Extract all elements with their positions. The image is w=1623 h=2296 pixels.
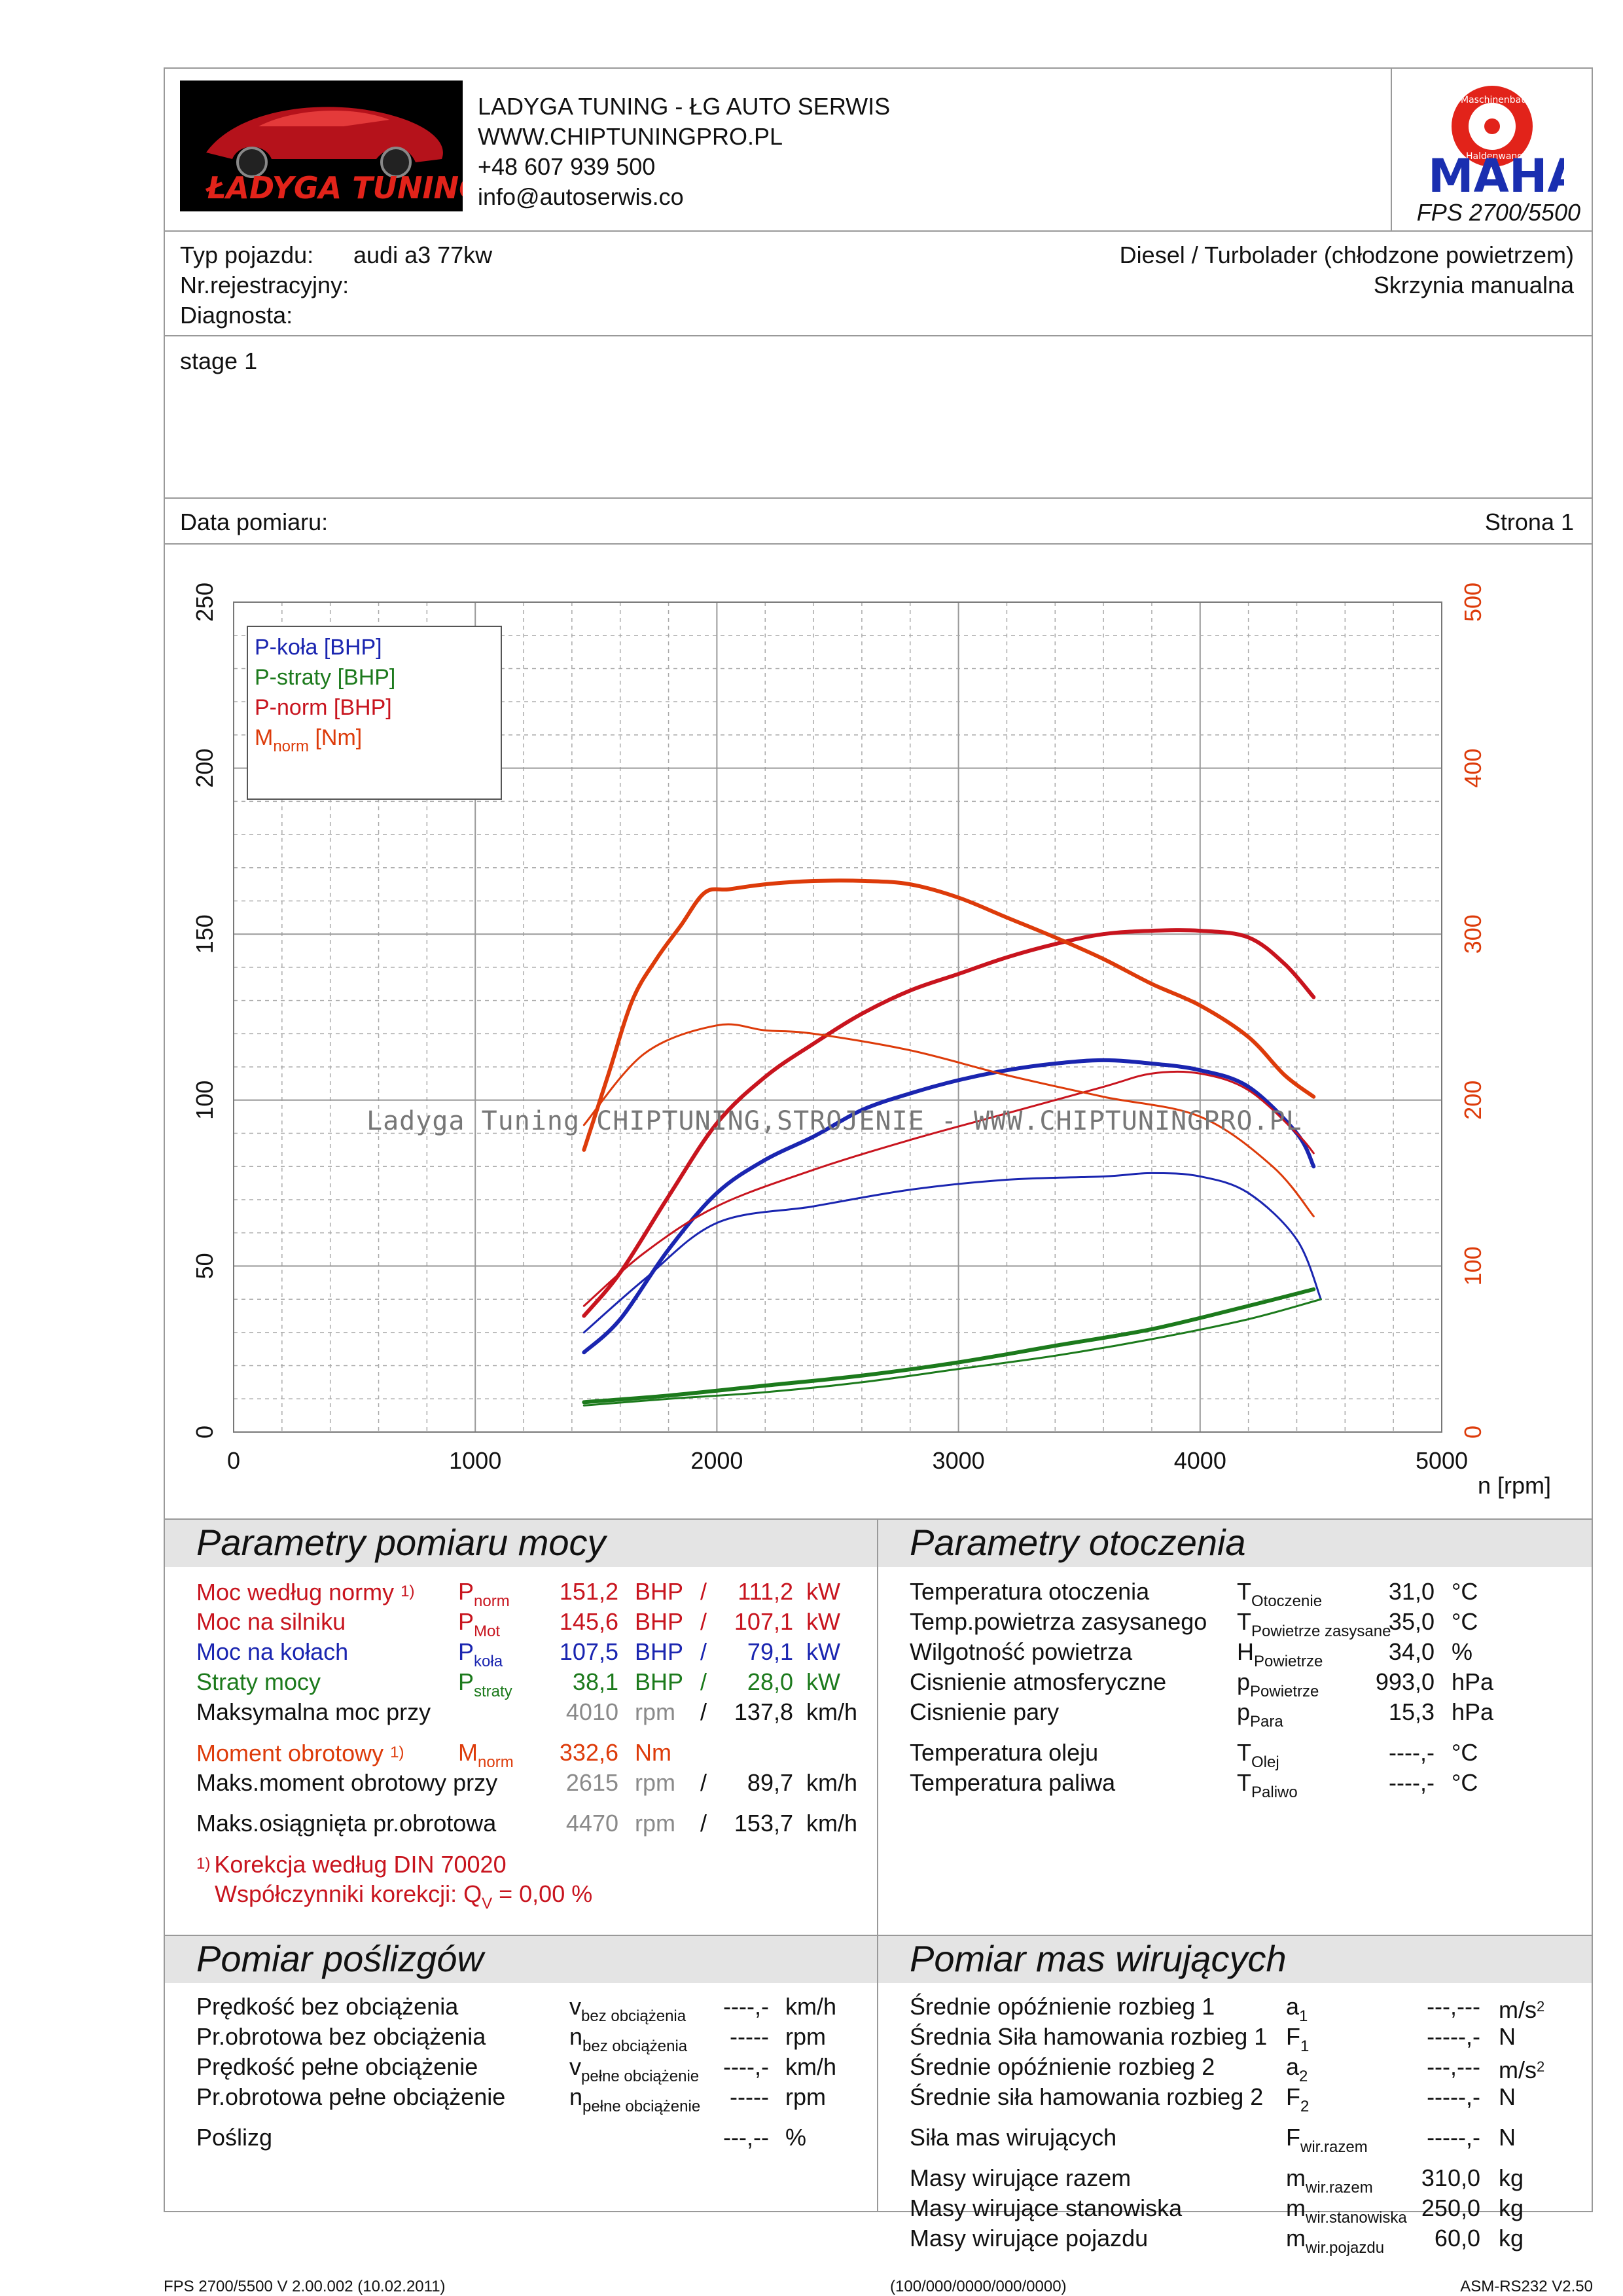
device-name: FPS 2700/5500 [1416, 199, 1580, 226]
divider [164, 230, 1593, 232]
rpm-row-value2: 153,7 [734, 1810, 793, 1837]
slip-section-title: Pomiar poślizgów [196, 1938, 484, 1979]
mass-row-label: Średnie opóźnienie rozbieg 1 [910, 1993, 1215, 2020]
slip-row-unit: km/h [785, 1993, 837, 2020]
slip-row-value: ----- [730, 2083, 769, 2110]
mass-row-value: 250,0 [1421, 2195, 1480, 2221]
slip-row-symbol: $n_{pełne obciążenie}$ [569, 2083, 701, 2115]
torque-unit: Nm [635, 1739, 671, 1766]
power-row-value1: 4010 [565, 1698, 618, 1725]
y-right-tick-label: 0 [1459, 1425, 1486, 1439]
ambient-row-value: 15,3 [1388, 1698, 1435, 1725]
rpm-row-value1: 2615 [565, 1769, 618, 1796]
power-row-symbol: $P_{norm}$ [458, 1578, 510, 1610]
diagnostician-label: Diagnosta: [180, 302, 293, 329]
power-row-value2: 137,8 [734, 1698, 793, 1725]
mass-row-unit: kg [1499, 2164, 1524, 2191]
slip-row-unit: rpm [785, 2023, 826, 2050]
series-line [584, 1289, 1313, 1402]
power-row-separator: / [700, 1608, 707, 1635]
slip-row-label: Pr.obrotowa pełne obciążenie [196, 2083, 506, 2110]
ambient-row-unit: hPa [1452, 1698, 1494, 1725]
slip-label: Poślizg [196, 2124, 273, 2151]
power-row-value2: 111,2 [738, 1578, 793, 1605]
slip-row-unit: km/h [785, 2053, 837, 2080]
legend-item-p-norm: P-norm [BHP] [255, 695, 392, 720]
ambient-row-label: Temp.powietrza zasysanego [910, 1608, 1207, 1635]
y-right-tick-label: 300 [1459, 914, 1486, 954]
divider [164, 335, 1593, 336]
power-row-value1: 38,1 [572, 1668, 618, 1695]
series-line [584, 1060, 1313, 1352]
ambient-row-label: Temperatura oleju [910, 1739, 1099, 1766]
power-row-separator: / [700, 1638, 707, 1665]
slip-row-symbol: $v_{pełne obciążenie}$ [569, 2053, 700, 2085]
rpm-row-unit2: km/h [806, 1769, 858, 1796]
vehicle-type-label: Typ pojazdu: [180, 242, 314, 268]
legend-item-p-kola: P-koła [BHP] [255, 635, 382, 660]
note-text: stage 1 [180, 348, 258, 374]
power-row-unit1: BHP [635, 1668, 684, 1695]
company-phone: +48 607 939 500 [478, 153, 656, 180]
mass-row-value: 310,0 [1421, 2164, 1480, 2191]
ambient-row-symbol: $p_{Powietrze}$ [1237, 1668, 1319, 1700]
mass-row-label: Masy wirujące pojazdu [910, 2225, 1149, 2251]
mass-row-value: 60,0 [1434, 2225, 1480, 2251]
ambient-row-unit: °C [1452, 1769, 1478, 1796]
ambient-row-value: 31,0 [1388, 1578, 1435, 1605]
page-number: Strona 1 [1484, 509, 1574, 535]
y-right-tick-label: 100 [1459, 1246, 1486, 1286]
power-row-unit1: BHP [635, 1638, 684, 1665]
slip-row-value: ----,- [723, 1993, 769, 2020]
power-section-title: Parametry pomiaru mocy [196, 1522, 606, 1563]
ambient-row-unit: % [1452, 1638, 1473, 1665]
mass-force-symbol: $F_{wir.razem}$ [1286, 2124, 1368, 2156]
mass-row-value: -----,- [1427, 2083, 1480, 2110]
mass-row-symbol: $m_{wir.stanowiska}$ [1286, 2195, 1407, 2227]
ambient-row-value: 993,0 [1375, 1668, 1435, 1695]
power-row-unit2: kW [806, 1608, 840, 1635]
maha-brand: MAH [1428, 149, 1548, 196]
rpm-row-separator: / [700, 1769, 707, 1796]
power-row-value2: 28,0 [747, 1668, 793, 1695]
mass-row-symbol: $F_1$ [1286, 2023, 1310, 2055]
y-left-tick-label: 0 [191, 1425, 218, 1439]
slip-row-value: ----,- [723, 2053, 769, 2080]
y-left-tick-label: 50 [191, 1253, 218, 1280]
power-row-separator: / [700, 1578, 707, 1605]
correction-coefficient: Współczynniki korekcji: $Q_V = 0,00$ % [215, 1880, 593, 1912]
logo-text: ŁADYGA TUNING [206, 170, 463, 206]
mass-row-value: ---,--- [1427, 1993, 1480, 2020]
ambient-row-symbol: $T_{Powietrze zasysane}$ [1237, 1608, 1391, 1640]
slip-row-label: Pr.obrotowa bez obciążenia [196, 2023, 486, 2050]
power-row-symbol: $P_{straty}$ [458, 1668, 512, 1700]
mass-force-label: Siła mas wirujących [910, 2124, 1117, 2151]
divider [1391, 67, 1392, 230]
chart-curves [584, 880, 1321, 1405]
mass-row-unit: kg [1499, 2195, 1524, 2221]
ambient-row-unit: hPa [1452, 1668, 1494, 1695]
ambient-row-value: 34,0 [1388, 1638, 1435, 1665]
torque-value: 332,6 [559, 1739, 618, 1766]
mass-row-unit: $m/s^2$ [1499, 1996, 1545, 2023]
vehicle-type-value: audi a3 77kw [353, 242, 493, 268]
date-label: Data pomiaru: [180, 509, 329, 535]
maha-seal-bottom: Haldenwang [1466, 151, 1524, 162]
power-row-label: Moc na kołach [196, 1638, 349, 1665]
chart-watermark: Ladyga Tuning CHIPTUNING,STROJENIE - WWW.CHIPTUNINGPRO.PL [366, 1106, 1302, 1136]
mass-row-unit: N [1499, 2023, 1516, 2050]
ambient-section-title: Parametry otoczenia [910, 1522, 1246, 1563]
engine-type: Diesel / Turbolader (chłodzone powietrzem) [1119, 242, 1574, 268]
footer-code: (100/000/0000/000/0000) [890, 2278, 1067, 2295]
power-row-value1: 145,6 [559, 1608, 618, 1635]
mass-row-unit: $m/s^2$ [1499, 2056, 1545, 2083]
slip-row-label: Prędkość pełne obciążenie [196, 2053, 478, 2080]
mass-row-label: Masy wirujące stanowiska [910, 2195, 1183, 2221]
slip-row-value: ----- [730, 2023, 769, 2050]
rpm-row-unit1: rpm [635, 1769, 675, 1796]
y-right-tick-label: 200 [1459, 1080, 1486, 1120]
mass-row-value: ---,--- [1427, 2053, 1480, 2080]
divider [877, 1518, 878, 2212]
slip-value: ---,-- [723, 2124, 769, 2151]
mass-row-label: Średnie siła hamowania rozbieg 2 [910, 2083, 1264, 2110]
y-left-tick-label: 250 [191, 582, 218, 622]
ambient-row-symbol: $T_{Paliwo}$ [1237, 1769, 1298, 1801]
rpm-row-value1: 4470 [565, 1810, 618, 1837]
mass-row-unit: kg [1499, 2225, 1524, 2251]
legend-item-m-norm: $M_{norm}$ [Nm] [255, 725, 363, 755]
y-left-tick-label: 150 [191, 914, 218, 954]
slip-row-label: Prędkość bez obciążenia [196, 1993, 459, 2020]
ambient-row-unit: °C [1452, 1739, 1478, 1766]
power-row-unit2: km/h [806, 1698, 858, 1725]
power-row-value2: 107,1 [734, 1608, 793, 1635]
rpm-row-separator: / [700, 1810, 707, 1837]
rpm-row-unit1: rpm [635, 1810, 675, 1837]
power-row-label: Maksymalna moc przy [196, 1698, 431, 1725]
maha-seal-top: Maschinenbau [1461, 95, 1527, 105]
ambient-row-label: Temperatura otoczenia [910, 1578, 1150, 1605]
slip-row-unit: rpm [785, 2083, 826, 2110]
power-row-symbol: $P_{Mot}$ [458, 1608, 501, 1640]
footer-version: FPS 2700/5500 V 2.00.002 (10.02.2011) [164, 2278, 446, 2295]
rpm-row-label: Maks.osiągnięta pr.obrotowa [196, 1810, 497, 1837]
footer-interface: ASM-RS232 V2.50 [1460, 2278, 1593, 2295]
correction-note: 1) Korekcja według DIN 70020 [196, 1851, 507, 1878]
series-line [584, 1173, 1321, 1332]
mass-force-value: -----,- [1427, 2124, 1480, 2151]
slip-row-symbol: $v_{bez obciążenia}$ [569, 1993, 687, 2025]
ambient-row-unit: °C [1452, 1578, 1478, 1605]
power-row-value1: 107,5 [559, 1638, 618, 1665]
mass-row-label: Masy wirujące razem [910, 2164, 1132, 2191]
ambient-row-label: Wilgotność powietrza [910, 1638, 1133, 1665]
slip-unit: % [785, 2124, 807, 2151]
x-tick-label: 1000 [449, 1447, 502, 1474]
legend-item-p-straty: P-straty [BHP] [255, 665, 396, 690]
y-right-tick-label: 500 [1459, 582, 1486, 622]
rpm-row-unit2: km/h [806, 1810, 858, 1837]
chart-legend [247, 626, 502, 800]
x-tick-label: 2000 [690, 1447, 743, 1474]
power-row-unit1: BHP [635, 1578, 684, 1605]
ambient-row-label: Cisnienie atmosferyczne [910, 1668, 1167, 1695]
mass-row-symbol: $a_1$ [1286, 1993, 1308, 2025]
registration-label: Nr.rejestracyjny: [180, 272, 349, 298]
company-logo [180, 81, 463, 211]
y-right-tick-label: 400 [1459, 748, 1486, 788]
x-tick-label: 4000 [1173, 1447, 1226, 1474]
torque-symbol: $M_{norm}$ [458, 1739, 514, 1771]
x-tick-label: 3000 [932, 1447, 985, 1474]
power-row-unit2: kW [806, 1668, 840, 1695]
ambient-row-unit: °C [1452, 1608, 1478, 1635]
mass-row-unit: N [1499, 2083, 1516, 2110]
ambient-row-label: Cisnienie pary [910, 1698, 1060, 1725]
rpm-row-label: Maks.moment obrotowy przy [196, 1769, 498, 1796]
power-row-label: Moc na silniku [196, 1608, 346, 1635]
mass-row-label: Średnie opóźnienie rozbieg 2 [910, 2053, 1215, 2080]
ambient-row-label: Temperatura paliwa [910, 1769, 1116, 1796]
power-row-separator: / [700, 1698, 707, 1725]
y-left-tick-label: 100 [191, 1080, 218, 1120]
power-row-unit1: rpm [635, 1698, 675, 1725]
mass-row-symbol: $a_2$ [1286, 2053, 1308, 2085]
power-row-symbol: $P_{koła}$ [458, 1638, 503, 1670]
x-tick-label: 0 [226, 1447, 241, 1474]
y-left-tick-label: 200 [191, 748, 218, 788]
torque-label: Moment obrotowy 1) [196, 1740, 404, 1767]
power-row-value2: 79,1 [747, 1638, 793, 1665]
power-row-unit1: BHP [635, 1608, 684, 1635]
mass-row-symbol: $m_{wir.razem}$ [1286, 2164, 1373, 2197]
ambient-row-value: ----,- [1389, 1739, 1435, 1766]
ambient-row-value: 35,0 [1388, 1608, 1435, 1635]
ambient-row-value: ----,- [1389, 1769, 1435, 1796]
power-row-label: Straty mocy [196, 1668, 321, 1695]
mass-row-label: Średnia Siła hamowania rozbieg 1 [910, 2023, 1268, 2050]
company-email[interactable]: info@autoserwis.co [478, 183, 684, 210]
ambient-row-symbol: $T_{Olej}$ [1237, 1739, 1279, 1771]
power-row-unit2: kW [806, 1578, 840, 1605]
power-row-unit2: kW [806, 1638, 840, 1665]
company-name: LADYGA TUNING - ŁG AUTO SERWIS [478, 93, 891, 120]
slip-row-symbol: $n_{bez obciążenia}$ [569, 2023, 688, 2055]
power-row-separator: / [700, 1668, 707, 1695]
gearbox-type: Skrzynia manualna [1373, 272, 1574, 298]
x-axis-label: n [rpm] [1478, 1472, 1552, 1499]
power-row-value1: 151,2 [559, 1578, 618, 1605]
divider [164, 497, 1593, 499]
masses-section-title: Pomiar mas wirujących [910, 1938, 1287, 1979]
power-row-label: Moc według normy 1) [196, 1579, 415, 1605]
rpm-row-value2: 89,7 [747, 1769, 793, 1796]
mass-row-symbol: $F_2$ [1286, 2083, 1310, 2115]
mass-row-value: -----,- [1427, 2023, 1480, 2050]
ambient-row-symbol: $T_{Otoczenie}$ [1237, 1578, 1323, 1610]
mass-force-unit: N [1499, 2124, 1516, 2151]
mass-row-symbol: $m_{wir.pojazdu}$ [1286, 2225, 1385, 2257]
company-website[interactable]: WWW.CHIPTUNINGPRO.PL [478, 123, 783, 150]
ambient-row-symbol: $p_{Para}$ [1237, 1698, 1283, 1731]
maha-logo [1420, 82, 1564, 196]
x-tick-label: 5000 [1415, 1447, 1469, 1474]
ambient-row-symbol: $H_{Powietrze}$ [1237, 1638, 1323, 1670]
